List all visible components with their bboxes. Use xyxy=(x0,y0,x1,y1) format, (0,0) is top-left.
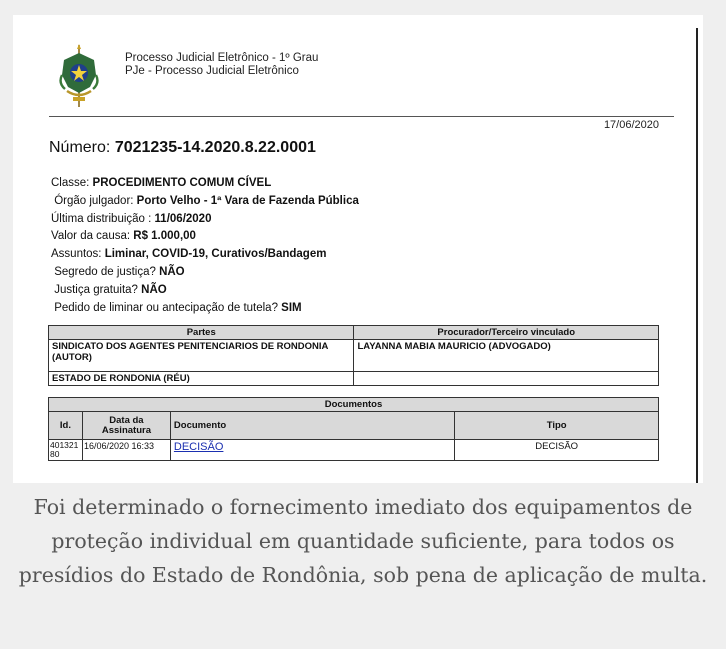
detail-value: PROCEDIMENTO COMUM CÍVEL xyxy=(92,177,272,189)
detail-label: Órgão julgador: xyxy=(54,194,137,207)
system-title-line2: PJe - Processo Judicial Eletrônico xyxy=(125,65,299,77)
detail-label: Assuntos: xyxy=(51,248,105,261)
process-number-label: Número: xyxy=(49,139,111,156)
detail-value: Liminar, COVID-19, Curativos/Bandagem xyxy=(104,248,327,261)
documento-data-cell: 16/06/2020 16:33 xyxy=(82,440,170,461)
detail-label: Pedido de liminar ou antecipação de tutela? xyxy=(54,301,282,314)
detail-pedido-liminar xyxy=(51,300,359,318)
documentos-title: Documentos xyxy=(49,398,659,412)
process-number xyxy=(49,139,316,157)
document-date: 17/06/2020 xyxy=(603,119,659,131)
detail-segredo-justica xyxy=(51,264,359,282)
parte-cell: SINDICATO DOS AGENTES PENITENCIARIOS DE RONDONIA (AUTOR) xyxy=(49,340,354,372)
procurador-column-header: Procurador/Terceiro vinculado xyxy=(354,326,659,340)
tipo-column-header: Tipo xyxy=(455,412,659,440)
detail-assuntos xyxy=(51,246,359,264)
documentos-header-row xyxy=(49,412,659,440)
table-row xyxy=(49,340,659,372)
procurador-cell: LAYANNA MABIA MAURICIO (ADVOGADO) xyxy=(354,340,659,372)
image-caption: Foi determinado o fornecimento imediato dos equipamentos de proteção individual em quantidade suficiente, para todos os presídios do Estado de Rondônia, sob pena de aplicação de multa. xyxy=(18,495,708,587)
documentos-table xyxy=(48,397,659,461)
data-column-header: Data da Assinatura xyxy=(82,412,170,440)
rondonia-coat-of-arms-icon xyxy=(59,43,99,109)
partes-header-row xyxy=(49,326,659,340)
id-column-header: Id. xyxy=(49,412,83,440)
documento-column-header: Documento xyxy=(170,412,454,440)
detail-label: Última distribuição : xyxy=(51,212,155,225)
system-title xyxy=(125,52,318,78)
detail-label: Justiça gratuita? xyxy=(54,283,142,296)
detail-orgao-julgador xyxy=(51,193,359,211)
detail-value: Porto Velho - 1ª Vara de Fazenda Pública xyxy=(136,194,359,207)
header-divider xyxy=(49,116,674,117)
process-number-value: 7021235-14.2020.8.22.0001 xyxy=(114,139,316,156)
detail-ultima-distribuicao xyxy=(51,211,359,229)
table-row xyxy=(49,372,659,386)
scan-edge-divider xyxy=(696,28,698,483)
document-header xyxy=(13,15,703,117)
detail-value: NÃO xyxy=(141,283,167,296)
document-image xyxy=(13,15,703,483)
detail-classe xyxy=(51,175,359,193)
documentos-title-row xyxy=(49,398,659,412)
documento-cell xyxy=(170,440,454,461)
detail-label: Valor da causa: xyxy=(51,230,134,243)
detail-value: SIM xyxy=(281,301,302,314)
procurador-cell xyxy=(354,372,659,386)
table-row xyxy=(49,440,659,461)
detail-value: R$ 1.000,00 xyxy=(133,230,196,243)
documento-tipo-cell: DECISÃO xyxy=(455,440,659,461)
detail-value: 11/06/2020 xyxy=(154,212,212,225)
detail-value: NÃO xyxy=(159,265,185,278)
partes-table xyxy=(48,325,659,386)
documento-id-cell: 40132180 xyxy=(49,440,83,461)
partes-column-header: Partes xyxy=(49,326,354,340)
detail-label: Segredo de justiça? xyxy=(54,265,160,278)
parte-cell: ESTADO DE RONDONIA (RÉU) xyxy=(49,372,354,386)
detail-valor-causa xyxy=(51,228,359,246)
process-details xyxy=(51,175,359,317)
system-title-line1: Processo Judicial Eletrônico - 1º Grau xyxy=(125,52,319,64)
documento-link[interactable]: DECISÃO xyxy=(173,441,224,453)
detail-label: Classe: xyxy=(51,177,93,189)
detail-justica-gratuita xyxy=(51,282,359,300)
